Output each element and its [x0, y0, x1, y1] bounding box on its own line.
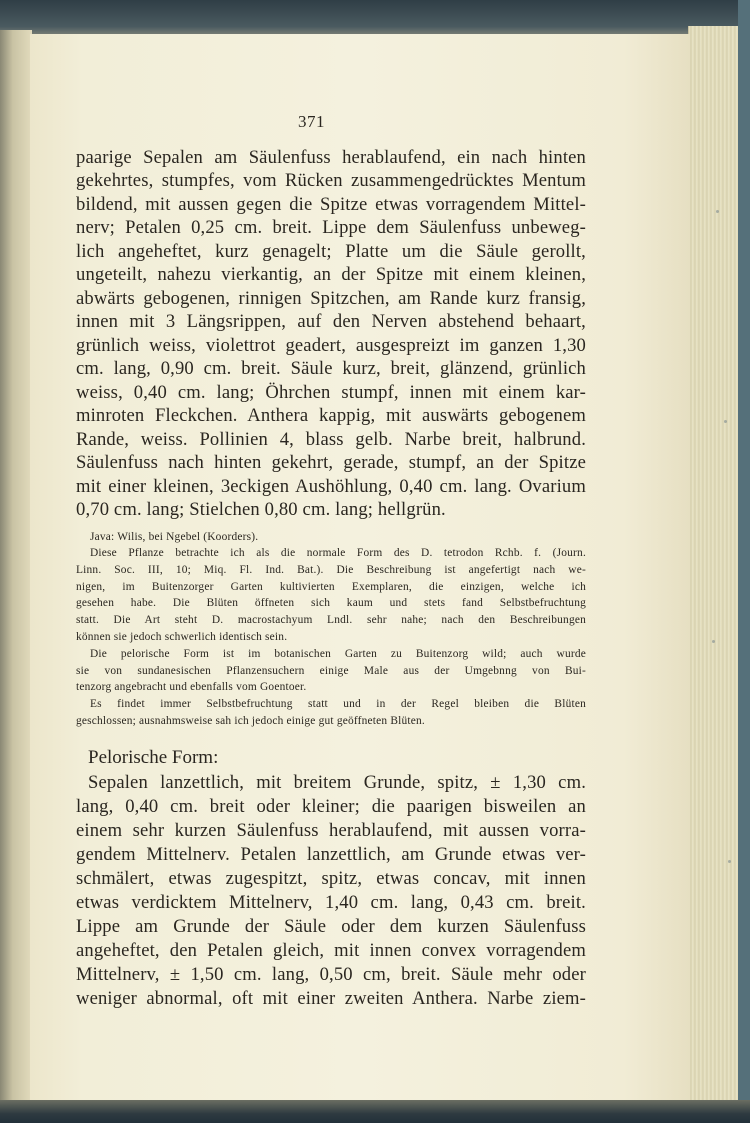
note-line: statt. Die Art steht D. macrostachyum Lndl. sehr nahe; nach den Beschreibungen [76, 614, 586, 626]
note-line: Linn. Soc. III, 10; Miq. Fl. Ind. Bat.). Die Beschreibung ist angefertigt nach we- [76, 564, 586, 576]
section-line: weniger abnormal, oft mit einer zweiten Anthera. Narbe ziem- [76, 988, 586, 1009]
body-line: grünlich weiss, violettrot geadert, ausgespreizt im ganzen 1,30 [76, 335, 586, 356]
body-line: minroten Fleckchen. Anthera kappig, mit auswärts gebogenem [76, 405, 586, 426]
body-line: innen mit 3 Längsrippen, auf den Nerven abstehend behaart, [76, 311, 586, 332]
section-line: lang, 0,40 cm. breit oder kleiner; die paarigen bisweilen an [76, 796, 586, 817]
page-number: 371 [298, 112, 325, 131]
section-heading: Pelorische Form: [88, 747, 219, 768]
body-line: mit einer kleinen, 3eckigen Aushöhlung, 0,40 cm. lang. Ovarium [76, 476, 586, 497]
note-line: gesehen habe. Die Blüten öffneten sich kaum und stets fand Selbstbefruchtung [76, 597, 586, 609]
note-line: nigen, im Buitenzorger Garten kultivierten Exemplaren, die einzigen, welche ich [76, 581, 586, 593]
body-line: Rande, weiss. Pollinien 4, blass gelb. Narbe breit, halbrund. [76, 429, 586, 450]
note-line: Die pelorische Form ist im botanischen Garten zu Buitenzorg wild; auch wurde [90, 648, 586, 660]
body-line: abwärts gebogenen, rinnigen Spitzchen, am Rande kurz fransig, [76, 288, 586, 309]
body-line: ungeteilt, nahezu vierkantig, an der Spitze mit einem kleinen, [76, 264, 586, 285]
note-line: geschlossen; ausnahmsweise sah ich jedoch einige gut geöffneten Blüten. [76, 715, 425, 727]
body-line: cm. lang, 0,90 cm. breit. Säule kurz, breit, glänzend, grünlich [76, 358, 586, 379]
note-line: Es findet immer Selbstbefruchtung statt und in der Regel bleiben die Blüten [90, 698, 586, 710]
section-line: Mittelnerv, ± 1,50 cm. lang, 0,50 cm, breit. Säule mehr oder [76, 964, 586, 985]
body-line: bildend, mit aussen gegen die Spitze etwas vorragendem Mittel- [76, 194, 586, 215]
section-line: Sepalen lanzettlich, mit breitem Grunde, spitz, ± 1,30 cm. [88, 772, 586, 793]
note-line: tenzorg angebracht und ebenfalls vom Goentoer. [76, 681, 307, 693]
section-line: schmälert, etwas zugespitzt, spitz, etwas concav, mit innen [76, 868, 586, 889]
note-line: Diese Pflanze betrachte ich als die normale Form des D. tetrodon Rchb. f. (Journ. [90, 547, 586, 559]
section-line: gendem Mittelnerv. Petalen lanzettlich, am Grunde etwas ver- [76, 844, 586, 865]
body-line: lich angeheftet, kurz genagelt; Platte um die Säule gerollt, [76, 241, 586, 262]
note-line: sie von sundanesischen Pflanzensuchern einige Male aus der Umgebnng von Bui- [76, 665, 586, 677]
body-line: 0,70 cm. lang; Stielchen 0,80 cm. lang; hellgrün. [76, 499, 446, 520]
section-line: angeheftet, den Petalen gleich, mit innen convex vorragendem [76, 940, 586, 961]
note-line: Java: Wilis, bei Ngebel (Koorders). [90, 531, 259, 543]
section-line: einem sehr kurzen Säulenfuss herablaufend, mit aussen vorra- [76, 820, 586, 841]
body-line: nerv; Petalen 0,25 cm. breit. Lippe dem Säulenfuss unbeweg- [76, 217, 586, 238]
body-line: gekehrtes, stumpfes, vom Rücken zusammengedrücktes Mentum [76, 170, 586, 191]
body-line: Säulenfuss nach hinten gekehrt, gerade, stumpf, an der Spitze [76, 452, 586, 473]
body-line: weiss, 0,40 cm. lang; Öhrchen stumpf, innen mit einem kar- [76, 382, 586, 403]
body-line: paarige Sepalen am Säulenfuss herablaufend, ein nach hinten [76, 147, 586, 168]
section-line: etwas verdicktem Mittelnerv, 1,40 cm. lang, 0,43 cm. breit. [76, 892, 586, 913]
section-line: Lippe am Grunde der Säule oder dem kurzen Säulenfuss [76, 916, 586, 937]
note-line: können sie jedoch schwerlich identisch sein. [76, 631, 288, 643]
